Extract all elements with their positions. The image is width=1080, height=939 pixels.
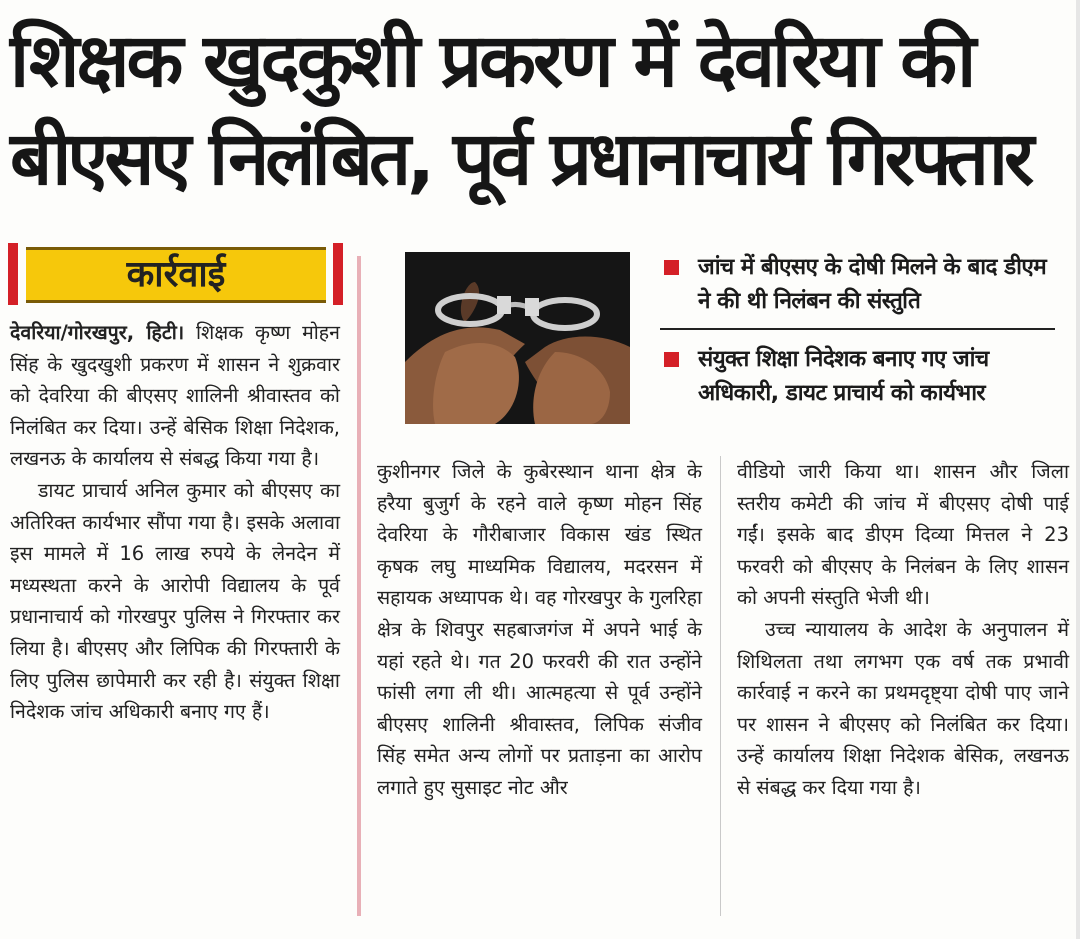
headline-line-2: बीएसए निलंबित, पूर्व प्रधानाचार्य गिरफ्तार	[10, 116, 1031, 202]
highlight-item	[660, 250, 1055, 318]
article-paragraph: डायट प्राचार्य अनिल कुमार को बीएसए का अतिरिक्त कार्यभार सौंपा गया है। इसके अलावा इस मामले में 16 लाख रुपये के लेनदेन में मध्यस्थता करने के आरोपी विद्यालय के पूर्व प्रधानाचार्य को गोरखपुर पुलिस ने गिरफ्तार कर लिया है। बीएसए और लिपिक की गिरफ्तारी के लिए पुलिस छापेमारी कर रही है। संयुक्त शिक्षा निदेशक जांच अधिकारी बनाए गए हैं।	[10, 478, 340, 724]
article-paragraph: वीडियो जारी किया था। शासन और जिला स्तरीय कमेटी की जांच में बीएसए दोषी पाई गईं। इसके बाद डीएम दिव्या मित्तल ने 23 फरवरी को बीएसए के निलंबन के लिए शासन को अपनी संस्तुति भेजी थी।	[737, 460, 1069, 610]
red-square-bullet-icon	[664, 352, 679, 367]
highlights-box	[660, 250, 1055, 410]
article-column-3	[737, 456, 1069, 804]
handcuffs-icon	[405, 252, 630, 424]
article-column-2	[377, 456, 702, 804]
highlight-text: संयुक्त शिक्षा निदेशक बनाए गए जांच अधिकारी, डायट प्राचार्य को कार्यभार	[698, 346, 989, 406]
red-square-bullet-icon	[664, 260, 679, 275]
section-tag	[8, 243, 348, 313]
paragraph-text: शिक्षक कृष्ण मोहन सिंह के खुदखुशी प्रकरण में शासन ने शुक्रवार को देवरिया की बीएसए शालिनी श्रीवास्तव को निलंबित कर दिया। उन्हें बेसिक शिक्षा निदेशक, लखनऊ के कार्यालय से संबद्ध किया गया है।	[10, 321, 340, 471]
headline	[10, 10, 1070, 222]
dateline: देवरिया/गोरखपुर, हिटी।	[10, 321, 185, 344]
handcuffed-hands-photo	[405, 252, 630, 424]
section-tag-label: कार्रवाई	[26, 247, 326, 303]
article-paragraph: कुशीनगर जिले के कुबेरस्थान थाना क्षेत्र के हरैया बुजुर्ग के रहने वाले कृष्ण मोहन सिंह देवरिया के गौरीबाजार विकास खंड स्थित कृषक लघु माध्यमिक विद्यालय, मदरसन में सहायक अध्यापक थे। वह गोरखपुर के गुलरिहा क्षेत्र के शिवपुर सहबाजगंज में अपने भाई के यहां रहते थे। गत 20 फरवरी की रात उन्होंने फांसी लगा ली थी। आत्महत्या से पूर्व उन्होंने बीएसए शालिनी श्रीवास्तव, लिपिक संजीव सिंह समेत अन्य लोगों पर प्रताड़ना का आरोप लगाते हुए सुसाइट नोट और	[377, 460, 702, 799]
column-divider-pink	[357, 256, 361, 916]
highlight-item	[660, 328, 1055, 410]
article-paragraph	[10, 317, 340, 475]
highlight-text: जांच में बीएसए के दोषी मिलने के बाद डीएम ने की थी निलंबन की संस्तुति	[698, 254, 1047, 314]
tag-red-bar-right	[333, 243, 343, 305]
page-edge	[1076, 0, 1080, 939]
column-divider	[720, 456, 721, 916]
tag-red-bar-left	[8, 243, 18, 305]
article-column-1	[10, 317, 340, 728]
article-paragraph: उच्च न्यायालय के आदेश के अनुपालन में शिथिलता तथा लगभग एक वर्ष तक प्रभावी कार्रवाई न करने का प्रथमदृष्ट्या दोषी पाए जाने पर शासन ने बीएसए को निलंबित कर दिया। उन्हें कार्यालय शिक्षा निदेशक बेसिक, लखनऊ से संबद्ध कर दिया गया है।	[737, 617, 1069, 799]
headline-line-1: शिक्षक खुदकुशी प्रकरण में देवरिया की	[10, 18, 974, 104]
